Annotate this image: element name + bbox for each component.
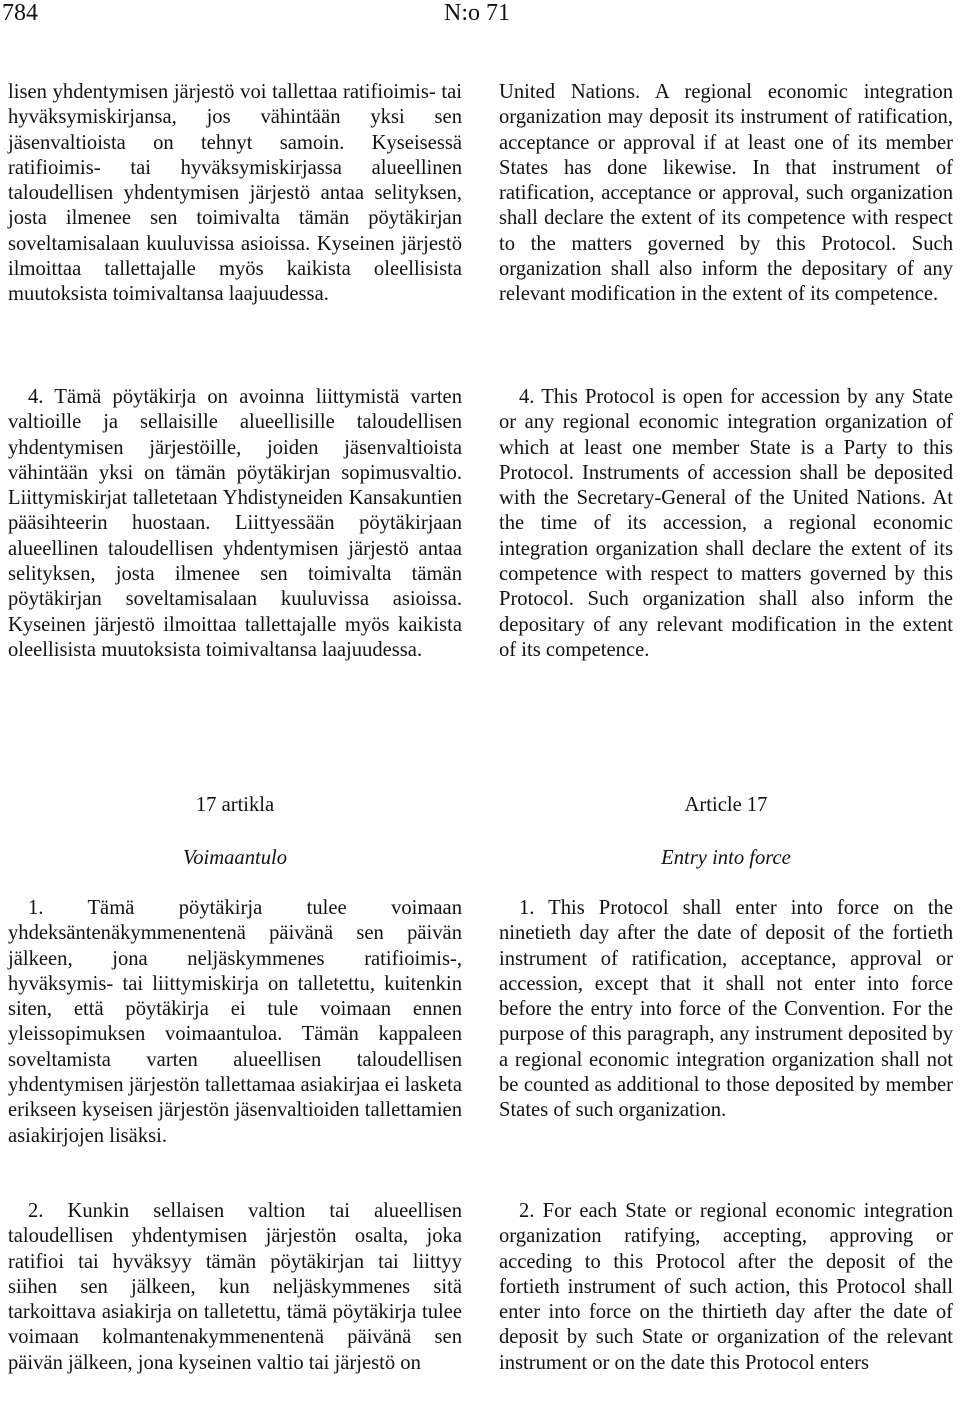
finnish-article-heading: 17 artikla bbox=[195, 794, 275, 816]
english-article-title: Entry into force bbox=[661, 847, 791, 869]
english-column-top bbox=[499, 80, 953, 308]
english-paragraph-4: 4. This Protocol is open for accession by any State or any regional economic integration organization of which at least one member State is a Party to this Protocol. Instruments of accession shall be deposited with the Secretary-General of the United Nations. At the time of its accession, a regional economic integration organization shall declare the extent of its competence with respect to matters governed by this Protocol. Such organization shall also inform the depositary of any relevant modification in the extent of its competence. bbox=[499, 386, 953, 661]
english-article-heading-block bbox=[499, 792, 953, 818]
english-article-heading: Article 17 bbox=[684, 794, 768, 816]
english-paragraph-2: 2. For each State or regional economic integration organization ratifying, accepting, approving or acceding to this Protocol after the deposit of the fortieth instrument of such action, this Protocol shall enter into force on the thirtieth day after the date of deposit by such State or organization of the relevant instrument or on the date this Protocol enters bbox=[499, 1200, 953, 1374]
finnish-paragraph-2: 2. Kunkin sellaisen valtion tai alueellisen taloudellisen yhdentymisen järjestön osalta, joka ratifioi tai hyväksyy tämän pöytäkirjan tai liittyy siihen sen jälkeen, kun neljäskymmenes sitä tarkoittava asiakirja on talletettu, tämä pöytäkirja tulee voimaan kolmantenakymmenentenä päivänä sen päivän jälkeen, jona kyseinen valtio tai järjestö on bbox=[8, 1200, 462, 1374]
finnish-paragraph-1-block bbox=[8, 896, 462, 1149]
finnish-paragraph-4: 4. Tämä pöytäkirja on avoinna liittymistä varten valtioille ja sellaisille alueellisille taloudellisen yhdentymisen järjestöille, joiden jäsenvaltioista vähintään yksi on tämän pöytäkirjan sopimusvaltio. Liittymiskirjat talletetaan Yhdistyneiden Kansakuntien pääsihteerin huostaan. Liittyessään pöytäkirjaan alueellinen taloudellisen yhdentymisen järjestö antaa selityksen, josta ilmenee sen toimivalta tämän pöytäkirjan soveltamisalaan kuuluvissa asioissa. Kyseinen järjestö ilmoittaa tallettajalle myös kaikista oleellisista muutoksista toimivaltansa laajuudessa. bbox=[8, 386, 462, 661]
issue-number: N:o 71 bbox=[444, 0, 510, 26]
finnish-article-heading-block bbox=[8, 792, 462, 818]
english-paragraph-1-block bbox=[499, 896, 953, 1124]
finnish-article-title-block bbox=[8, 845, 462, 871]
english-article-title-block bbox=[499, 845, 953, 871]
english-paragraph-2-block bbox=[499, 1199, 953, 1376]
english-paragraph-1: 1. This Protocol shall enter into force on the ninetieth day after the date of deposit of the fortieth instrument of ratification, acceptance, approval or accession, except that it shall not enter into force before the entry into force of the Convention. For the purpose of this paragraph, any instrument deposited by a regional economic integration organization shall not be counted as additional to those deposited by member States of such organization. bbox=[499, 897, 953, 1122]
finnish-column-top bbox=[8, 80, 462, 308]
english-continuation-paragraph: United Nations. A regional economic integration organization may deposit its instrument of ratification, acceptance or approval if at least one of its member States has done likewise. In that instrument of ratification, acceptance or approval, such organization shall declare the extent of its competence with respect to the matters governed by this Protocol. Such organization shall also inform the depositary of any relevant modification in the extent of its competence. bbox=[499, 81, 953, 306]
english-paragraph-4-block bbox=[499, 385, 953, 663]
page-header bbox=[0, 0, 960, 40]
finnish-article-title: Voimaantulo bbox=[182, 847, 288, 869]
finnish-paragraph-2-block bbox=[8, 1199, 462, 1376]
finnish-continuation-paragraph: lisen yhdentymisen järjestö voi tallettaa ratifioimis- tai hyväksymiskirjansa, jos vähintään yksi sen jäsenvaltioista on tehnyt samoin. Kyseisessä ratifioimis- tai hyväksymiskirjassa alueellinen taloudellisen yhdentymisen järjestö antaa selityksen, josta ilmenee sen toimivalta tämän pöytäkirjan soveltamisalaan kuuluvissa asioissa. Kyseinen järjestö ilmoittaa tallettajalle myös kaikista oleellisista muutoksista toimivaltansa laajuudessa. bbox=[8, 81, 462, 306]
finnish-paragraph-1: 1. Tämä pöytäkirja tulee voimaan yhdeksäntenäkymmenentenä päivänä sen päivän jälkeen, jona neljäskymmenes ratifioimis-, hyväksymis- tai liittymiskirja on talletettu, kuitenkin siten, että pöytäkirja ei tule voimaan ennen yleissopimuksen voimaantuloa. Tämän kappaleen soveltamista varten alueellisen taloudellisen yhdentymisen järjestön tallettamaa asiakirjaa ei lasketa erikseen kyseisen järjestön jäsenvaltioiden tallettamien asiakirjojen lisäksi. bbox=[8, 897, 462, 1147]
page-number: 784 bbox=[2, 0, 38, 26]
finnish-paragraph-4-block bbox=[8, 385, 462, 663]
